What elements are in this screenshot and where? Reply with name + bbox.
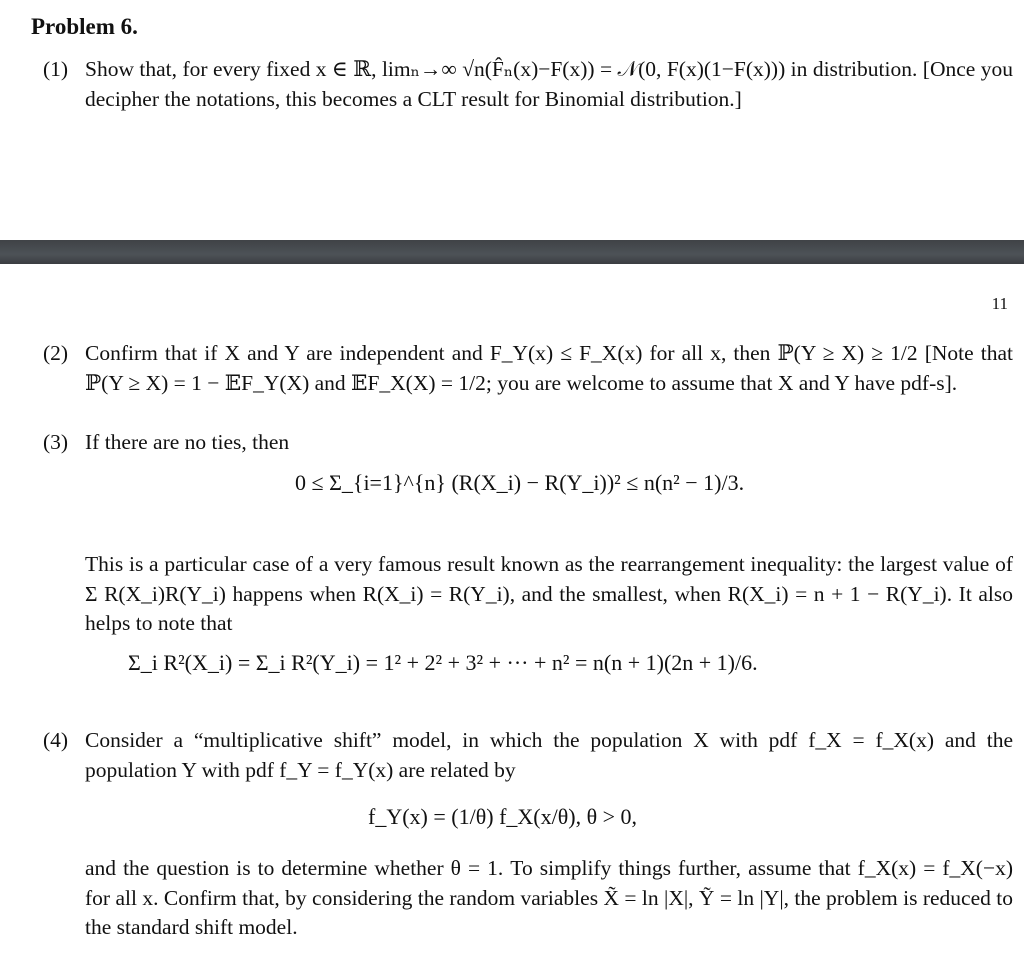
part-intro: Consider a “multiplicative shift” model, in which the population X with pdf f_X = f_X(x) and the population Y with pdf f_Y = f_Y(x) are related by xyxy=(85,728,1013,782)
part-number: (1) xyxy=(43,57,69,81)
problem-part-4-explanation xyxy=(43,854,1013,943)
part-number: (4) xyxy=(43,728,69,752)
page-separator xyxy=(0,240,1024,264)
problem-part-1 xyxy=(43,55,1013,114)
part-number: (2) xyxy=(43,341,69,365)
problem-part-3-explanation xyxy=(43,550,1013,639)
problem-part-4 xyxy=(43,726,1013,785)
page-number: 11 xyxy=(991,294,1008,313)
part-intro: If there are no ties, then xyxy=(85,430,290,454)
page-top xyxy=(0,0,1024,240)
equation-rank-sum-bound: 0 ≤ Σ_{i=1}^{n} (R(X_i) − R(Y_i))² ≤ n(n² − 1)/3. xyxy=(295,470,745,495)
part-text: Confirm that if X and Y are independent and F_Y(x) ≤ F_X(x) for all x, then ℙ(Y ≥ X) ≥ 1/2 [Note that ℙ(Y ≥ X) = 1 − 𝔼F_Y(X) and 𝔼F_X(X) = 1/2; you are welcome to assume that X and Y have pdf-s]. xyxy=(85,341,1013,395)
problem-part-2 xyxy=(43,339,1013,398)
part-text: and the question is to determine whether θ = 1. To simplify things further, assume that f_X(x) = f_X(−x) for all x. Confirm that, by considering the random variables X̃ = ln |X|, Ỹ = ln |Y|, the problem is reduced to the standard shift model. xyxy=(85,856,1013,939)
part-number: (3) xyxy=(43,430,69,454)
problem-part-3 xyxy=(43,428,1013,458)
problem-title: Problem 6. xyxy=(31,14,138,39)
part-text: This is a particular case of a very famous result known as the rearrangement inequality: the largest value of Σ R(X_i)R(Y_i) happens when R(X_i) = R(Y_i), and the smallest, when R(X_i) = n + 1 − R(Y_i). It also helps to note that xyxy=(85,552,1013,635)
part-text: Show that, for every fixed x ∈ ℝ, limₙ→∞ √n(F̂ₙ(x)−F(x)) = 𝒩(0, F(x)(1−F(x))) in distribution. [Once you decipher the notations, this becomes a CLT result for Binomial distribution.] xyxy=(85,57,1013,111)
equation-sum-of-squares: Σ_i R²(X_i) = Σ_i R²(Y_i) = 1² + 2² + 3² + ··· + n² = n(n + 1)(2n + 1)/6. xyxy=(128,650,758,675)
equation-multiplicative-shift: f_Y(x) = (1/θ) f_X(x/θ), θ > 0, xyxy=(368,804,638,829)
page-bottom xyxy=(0,264,1024,954)
